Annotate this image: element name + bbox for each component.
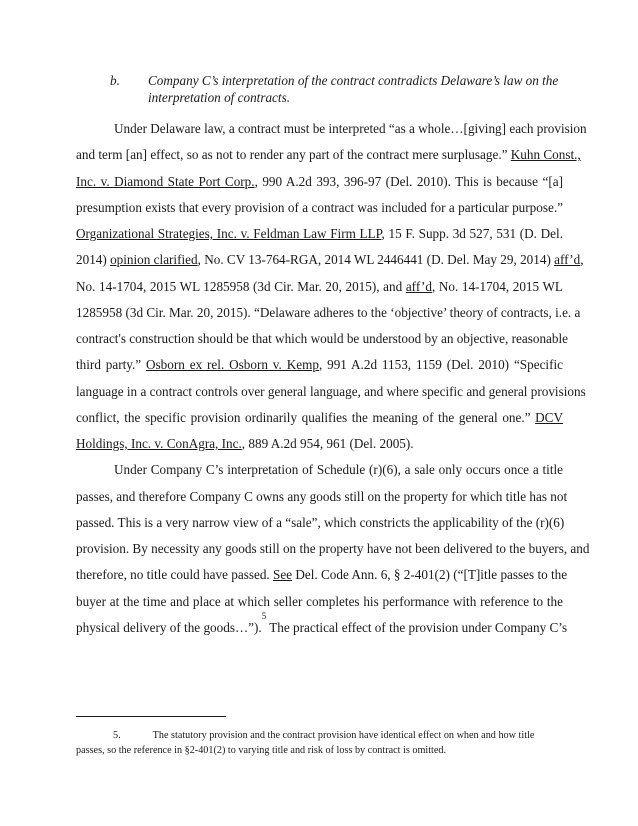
footnote-text: The statutory provision and the contract provision have identical effect on when and how title passes, so the reference in §2-401(2) to varying title and risk of loss by contract is omitted. <box>76 730 535 756</box>
footnote <box>76 728 563 758</box>
text-segment: 2014) <box>76 252 111 268</box>
text-segment: Del. Code Ann. 6, § 2-401(2) (“[T]itle passes to the <box>292 567 568 583</box>
text-line <box>76 566 568 584</box>
text-line <box>76 593 563 611</box>
citation-underlined: opinion clarified <box>110 252 198 268</box>
text-line <box>76 356 563 374</box>
text-segment: 1285958 (3d Cir. Mar. 20, 2015). “Delaware adheres to the ‘objective’ theory of contracts, i.e. a <box>76 304 581 320</box>
text-line <box>76 610 568 637</box>
citation-underlined: aff’d <box>554 252 581 268</box>
text-segment: and term [an] effect, so as not to render any part of the contract mere surplusage.” <box>76 147 511 163</box>
citation-underlined: Organizational Strategies, Inc. v. Feldman Law Firm LLP <box>76 226 382 241</box>
text-line <box>76 304 581 322</box>
text-segment: , 991 A.2d 1153, 1159 (Del. 2010) “Specific <box>318 357 564 373</box>
section-letter: b. <box>110 73 120 88</box>
text-line <box>76 409 563 427</box>
text-segment: No. 14-1704, 2015 WL 1285958 (3d Cir. Mar. 20, 2015), and <box>76 278 406 294</box>
text-segment: Under Company C’s interpretation of Schedule (r)(6), a sale only occurs once a title <box>114 462 563 478</box>
text-segment: , 990 A.2d 393, 396-97 (Del. 2010). This is because “[a] <box>254 173 563 189</box>
section-heading-text: Company C’s interpretation of the contract contradicts Delaware’s law on the interpretation of contracts. <box>148 73 559 105</box>
text-segment: buyer at the time and place at which seller completes his performance with reference to the <box>76 593 563 609</box>
text-line <box>76 120 587 138</box>
text-segment: , 889 A.2d 954, 961 (Del. 2005). <box>241 436 414 451</box>
text-segment: provision. By necessity any goods still on the property have not been delivered to the buyers, and <box>76 541 590 556</box>
text-segment: physical delivery of the goods…”). <box>76 619 262 635</box>
footnote-separator <box>76 716 226 717</box>
text-line <box>76 514 563 532</box>
citation-underlined: Holdings, Inc. v. ConAgra, Inc. <box>76 436 242 451</box>
citation-underlined: Kuhn Const., <box>510 147 581 163</box>
text-segment: conflict, the specific provision ordinarily qualifies the meaning of the general one.” <box>76 409 536 425</box>
text-line <box>76 435 563 453</box>
footnote-number: 5. <box>113 730 121 741</box>
text-segment: passed. This is a very narrow view of a “sale”, which constricts the applicability of the (r)(6) <box>76 514 565 530</box>
text-segment: therefore, no title could have passed. <box>76 567 274 583</box>
citation-underlined: aff’d <box>405 278 432 294</box>
text-line <box>76 461 563 479</box>
text-segment: passes, and therefore Company C owns any goods still on the property for which title has not <box>76 488 568 504</box>
citation-underlined: Inc. v. Diamond State Port Corp. <box>76 173 255 189</box>
text-segment: presumption exists that every provision of a contract was included for a particular purpose.” <box>76 199 563 215</box>
text-line <box>76 540 590 558</box>
text-line <box>76 383 586 401</box>
citation-underlined: Osborn ex rel. Osborn v. Kemp <box>146 357 319 373</box>
text-segment: language in a contract controls over general language, and where specific and general provisions <box>76 383 586 399</box>
text-line <box>76 488 568 506</box>
text-segment: third party.” <box>76 357 147 373</box>
text-segment: The practical effect of the provision under Company C’s <box>266 619 568 635</box>
text-line <box>76 330 569 348</box>
text-segment: contract's construction should be that which would be understood by an objective, reasonable <box>76 331 569 346</box>
text-segment: , 15 F. Supp. 3d 527, 531 (D. Del. <box>381 226 563 241</box>
text-line <box>76 146 581 164</box>
text-segment: , <box>580 252 584 268</box>
text-segment: , No. CV 13-764-RGA, 2014 WL 2446441 (D. Del. May 29, 2014) <box>197 252 555 268</box>
footnote-ref: 5 <box>261 610 267 621</box>
text-segment: Under Delaware law, a contract must be interpreted “as a whole…[giving] each provision <box>114 121 587 136</box>
text-line <box>76 199 563 217</box>
text-line <box>76 251 584 269</box>
text-line <box>76 278 563 296</box>
text-line <box>76 225 563 243</box>
citation-underlined: See <box>273 567 293 583</box>
text-segment: , No. 14-1704, 2015 WL <box>431 278 563 294</box>
text-line <box>76 173 563 191</box>
citation-underlined: DCV <box>535 409 563 425</box>
